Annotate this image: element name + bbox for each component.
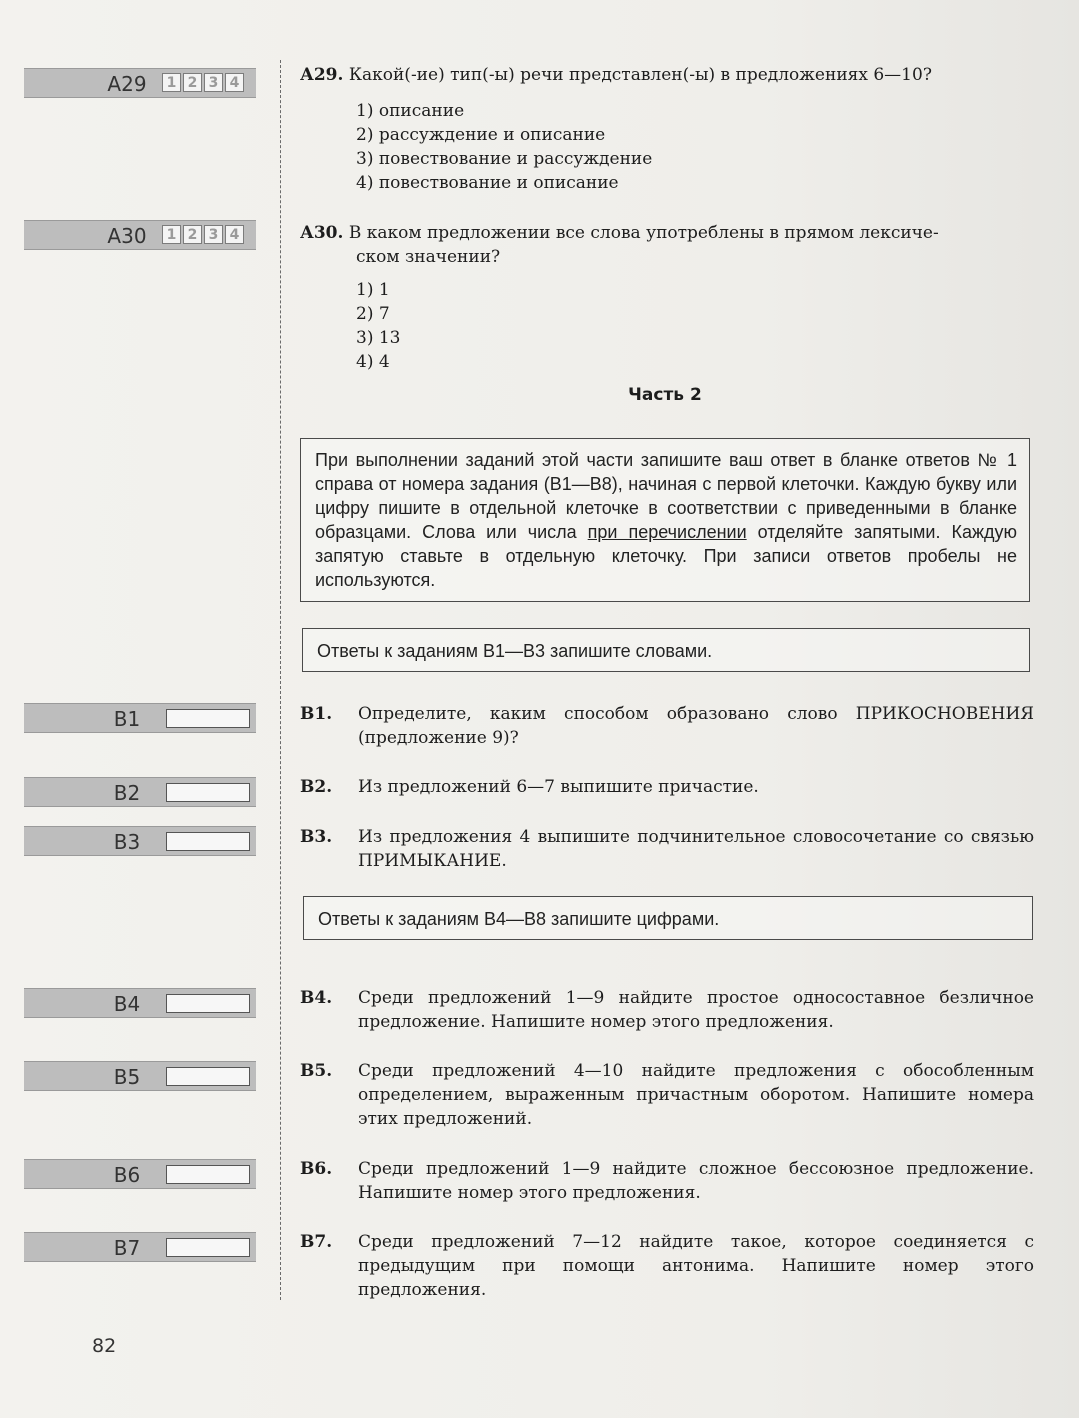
- question-a30: [300, 221, 1034, 269]
- option-box-4[interactable]: 4: [225, 73, 244, 92]
- option-box-2[interactable]: 2: [183, 73, 202, 92]
- section-title: Часть 2: [628, 385, 702, 405]
- answer-field[interactable]: [166, 1067, 250, 1086]
- choice-item: 4) 4: [356, 352, 390, 372]
- question-a29: [300, 63, 1034, 87]
- question-text-line1: В каком предложении все слова употреблены в прямом лексиче-: [348, 223, 939, 243]
- answer-tag-b7: [24, 1232, 256, 1262]
- question-text: Среди предложений 4—10 найдите предложения с обособленным определением, выраженным причастным оборотом. Напишите номера этих предложений.: [358, 1061, 1034, 1129]
- tag-label: В2: [113, 781, 141, 805]
- choice-item: 3) 13: [356, 328, 401, 348]
- choices-a29: [356, 99, 652, 195]
- answer-field[interactable]: [166, 994, 250, 1013]
- choice-item: 1) описание: [356, 101, 465, 121]
- tag-label: В6: [113, 1163, 141, 1187]
- tag-label: А30: [107, 224, 147, 248]
- tag-label: А29: [107, 72, 147, 96]
- question-b4: [300, 986, 1034, 1034]
- answer-tag-b4: [24, 988, 256, 1018]
- note-box-words: [302, 628, 1030, 672]
- question-number: А30.: [300, 223, 344, 243]
- question-number: В4.: [300, 988, 333, 1008]
- question-number: В3.: [300, 827, 333, 847]
- note-text: Ответы к заданиям В4—В8 запишите цифрами.: [318, 909, 720, 929]
- option-boxes: [162, 73, 244, 92]
- answer-field[interactable]: [166, 1165, 250, 1184]
- option-box-1[interactable]: 1: [162, 73, 181, 92]
- tag-label: В4: [113, 992, 141, 1016]
- question-text: Из предложения 4 выпишите подчинительное словосочетание со связью ПРИМЫКАНИЕ.: [358, 827, 1034, 871]
- question-b2: [300, 775, 1034, 799]
- question-number: В1.: [300, 704, 333, 724]
- note-text: Ответы к заданиям В1—В3 запишите словами.: [317, 641, 713, 661]
- question-text: Среди предложений 1—9 найдите сложное бессоюзное предложение. Напишите номер этого предложения.: [358, 1159, 1034, 1203]
- answer-tag-b5: [24, 1061, 256, 1091]
- option-box-3[interactable]: 3: [204, 73, 223, 92]
- answer-field[interactable]: [166, 709, 250, 728]
- tag-label: В3: [113, 830, 141, 854]
- option-box-2[interactable]: 2: [183, 225, 202, 244]
- page-number: 82: [92, 1335, 117, 1357]
- question-b5: [300, 1059, 1034, 1131]
- question-text: Какой(-ие) тип(-ы) речи представлен(-ы) в предложениях 6—10?: [348, 65, 932, 85]
- choice-item: 4) повествование и описание: [356, 173, 619, 193]
- question-text: Из предложений 6—7 выпишите причастие.: [358, 777, 759, 797]
- question-text: Определите, каким способом образовано слово ПРИКОСНОВЕНИЯ (предложение 9)?: [358, 704, 1034, 748]
- answer-tag-a29: [24, 68, 256, 98]
- answer-tag-b2: [24, 777, 256, 807]
- question-b3: [300, 825, 1034, 873]
- instruction-underlined: при перечислении: [587, 522, 747, 542]
- option-boxes: [162, 225, 244, 244]
- answer-tag-b3: [24, 826, 256, 856]
- question-b1: [300, 702, 1034, 750]
- note-box-digits: [303, 896, 1033, 940]
- question-number: В2.: [300, 777, 333, 797]
- choice-item: 1) 1: [356, 280, 390, 300]
- tag-label: В1: [113, 707, 141, 731]
- option-box-4[interactable]: 4: [225, 225, 244, 244]
- question-number: А29.: [300, 65, 344, 85]
- question-number: В6.: [300, 1159, 333, 1179]
- question-b6: [300, 1157, 1034, 1205]
- question-number: В7.: [300, 1232, 333, 1252]
- choice-item: 3) повествование и рассуждение: [356, 149, 653, 169]
- choice-item: 2) рассуждение и описание: [356, 125, 606, 145]
- instruction-part: отделяйте запятыми. Каждую запятую ставьте в отдельную клеточку. При записи ответов пробелы не используются.: [315, 522, 1017, 590]
- instruction-box: [300, 438, 1030, 602]
- option-box-3[interactable]: 3: [204, 225, 223, 244]
- choices-a30: [356, 278, 400, 374]
- instruction-part: При выполнении заданий этой части запишите ваш ответ в бланке ответов № 1 справа от номера задания (В1—В8), начиная с первой клеточки. Каждую букву или цифру пишите в отдельной клеточке в соответствии с приведенными в бланке образцами. Слова или числа: [315, 450, 1017, 542]
- answer-tag-b6: [24, 1159, 256, 1189]
- answer-field[interactable]: [166, 832, 250, 851]
- answer-field[interactable]: [166, 783, 250, 802]
- question-text-line2: ском значении?: [356, 247, 501, 267]
- tag-label: В5: [113, 1065, 141, 1089]
- answer-field[interactable]: [166, 1238, 250, 1257]
- question-text: Среди предложений 1—9 найдите простое односоставное безличное предложение. Напишите номер этого предложения.: [358, 988, 1034, 1032]
- question-text: Среди предложений 7—12 найдите такое, которое соединяется с предыдущим при помощи антонима. Напишите номер этого предложения.: [358, 1232, 1034, 1300]
- margin-divider: [280, 60, 281, 1300]
- tag-label: В7: [113, 1236, 141, 1260]
- question-number: В5.: [300, 1061, 333, 1081]
- answer-tag-a30: [24, 220, 256, 250]
- option-box-1[interactable]: 1: [162, 225, 181, 244]
- instruction-text: [301, 439, 1029, 592]
- answer-tag-b1: [24, 703, 256, 733]
- choice-item: 2) 7: [356, 304, 390, 324]
- question-b7: [300, 1230, 1034, 1302]
